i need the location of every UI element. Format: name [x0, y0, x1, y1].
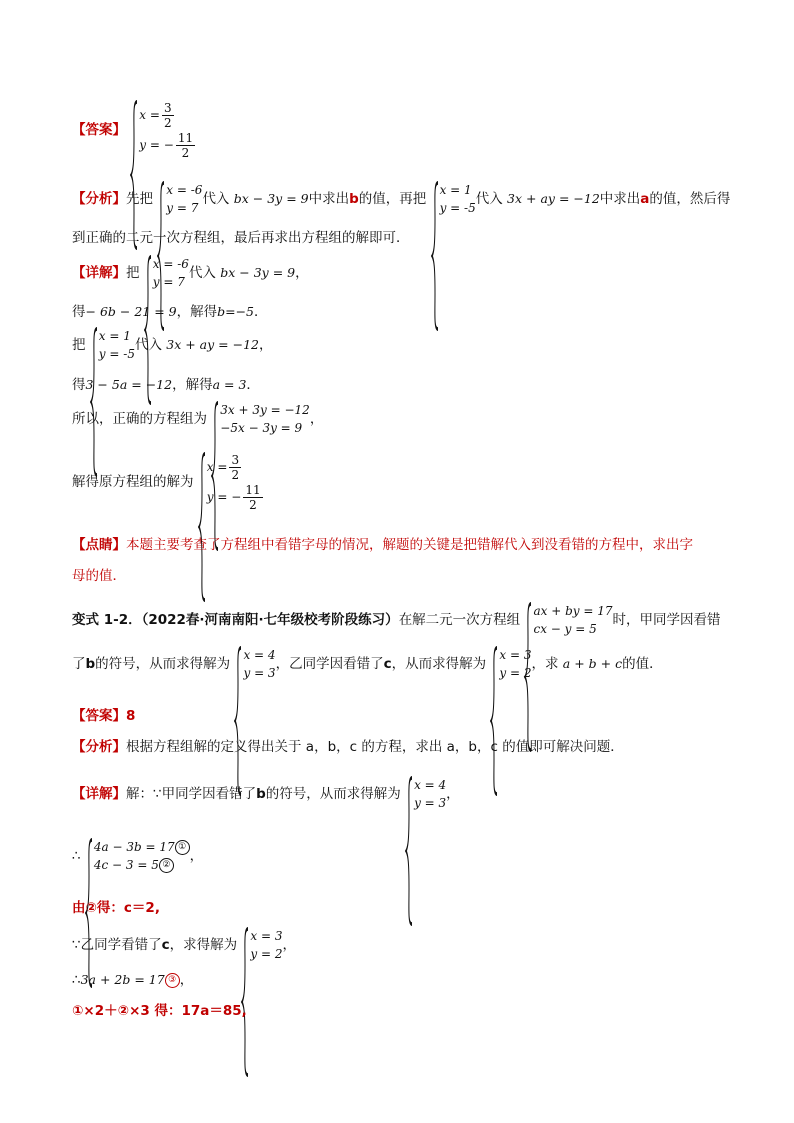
system-b-copy: x = 1 y = -5 — [90, 327, 135, 363]
detail-2-line-2: ∴ 4a − 3b = 17 ① 4c − 3 = 5 ② ， — [72, 838, 203, 874]
brace-icon — [198, 452, 206, 602]
detail-2-line-6: ①×2＋②×3 得：17a＝85, — [72, 1003, 247, 1019]
brace-icon — [490, 646, 498, 796]
system-d: ax + by = 17 cx − y = 5 — [524, 602, 612, 638]
analysis-2: 【分析】根据方程组解的定义得出关于 a，b，c 的方程，求出 a，b，c 的值即可解决问题． — [72, 739, 624, 755]
detail-1-line-1: 【详解】把 x = -6 y = 7 代入 bx − 3y = 9， — [72, 255, 309, 291]
answer-2: 【答案】8 — [72, 708, 136, 724]
variant-line-1: 变式 1-2．（2022春·河南南阳·七年级校考阶段练习）在解二元一次方程组 ax + by = 17 cx − y = 5 时，甲同学因看错 — [72, 602, 721, 638]
system-e-copy: x = 4 y = 3 — [405, 776, 446, 812]
solution-system: x = $\frac{3}{2}$ y = − $\frac{11}{2}$ — [198, 452, 265, 512]
detail-2-line-5: ∴3a + 2b = 17 ③ ， — [72, 972, 194, 988]
system-b: x = 1 y = -5 — [431, 181, 476, 217]
comment-1-line-2: 母的值． — [72, 568, 126, 584]
answer-tag: 【答案】 — [72, 122, 126, 138]
circled-3: ③ — [165, 973, 180, 988]
answer-solution-system: x = $\frac{3}{2}$ y = − $\frac{11}{2}$ — [130, 100, 197, 160]
system-f-copy: x = 3 y = 2 — [241, 927, 282, 963]
system-a-copy: x = -6 y = 7 — [144, 255, 189, 291]
brace-icon — [234, 646, 242, 796]
system-g: 4a − 3b = 17 ① 4c − 3 = 5 ② — [85, 838, 190, 874]
detail-1-line-4: 得3 − 5a = −12，解得a = 3． — [72, 377, 260, 393]
detail-1-line-3: 把 x = 1 y = -5 代入 3x + ay = −12， — [72, 327, 273, 363]
brace-icon — [431, 181, 439, 331]
detail-2-line-3: 由②得：c＝2, — [72, 900, 160, 916]
analysis-1-line-2: 到正确的二元一次方程组，最后再求出方程组的解即可． — [72, 230, 410, 246]
detail-2-line-4: ∵乙同学看错了c，求得解为 x = 3 y = 2 ， — [72, 927, 296, 963]
brace-icon — [405, 776, 413, 926]
circled-1: ① — [175, 840, 190, 855]
system-c: 3x + 3y = −12 −5x − 3y = 9 — [211, 401, 310, 437]
detail-1-line-2: 得− 6b − 21 = 9，解得b=−5． — [72, 304, 268, 320]
detail-2-line-1: 【详解】解：∵甲同学因看错了b的符号，从而求得解为 x = 4 y = 3 ， — [72, 776, 460, 812]
detail-1-line-5: 所以，正确的方程组为 3x + 3y = −12 −5x − 3y = 9 ， — [72, 401, 323, 437]
comment-1-line-1: 【点睛】本题主要考查了方程组中看错字母的情况，解题的关键是把错解代入到没看错的方程中，求出字 — [72, 537, 693, 553]
system-f: x = 3 y = 2 — [490, 646, 531, 682]
analysis-1: 【分析】先把 x = -6 y = 7 代入 bx − 3y = 9中求出b的值，再把 x = 1 y = -5 代入 3x + ay = −12中求出a的值，然后得 — [72, 181, 730, 217]
system-e: x = 4 y = 3 — [234, 646, 275, 682]
circled-2: ② — [159, 858, 174, 873]
variant-line-2: 了b的符号，从而求得解为 x = 4 y = 3 ，乙同学因看错了c，从而求得解为 x = 3 y = 2 ，求 a + b + c的值． — [72, 646, 663, 682]
answer-1 — [72, 100, 197, 160]
system-a: x = -6 y = 7 — [157, 181, 202, 217]
detail-1-line-6: 解得原方程组的解为 x = $\frac{3}{2}$ y = − $\frac{11}{2}$ — [72, 452, 265, 512]
